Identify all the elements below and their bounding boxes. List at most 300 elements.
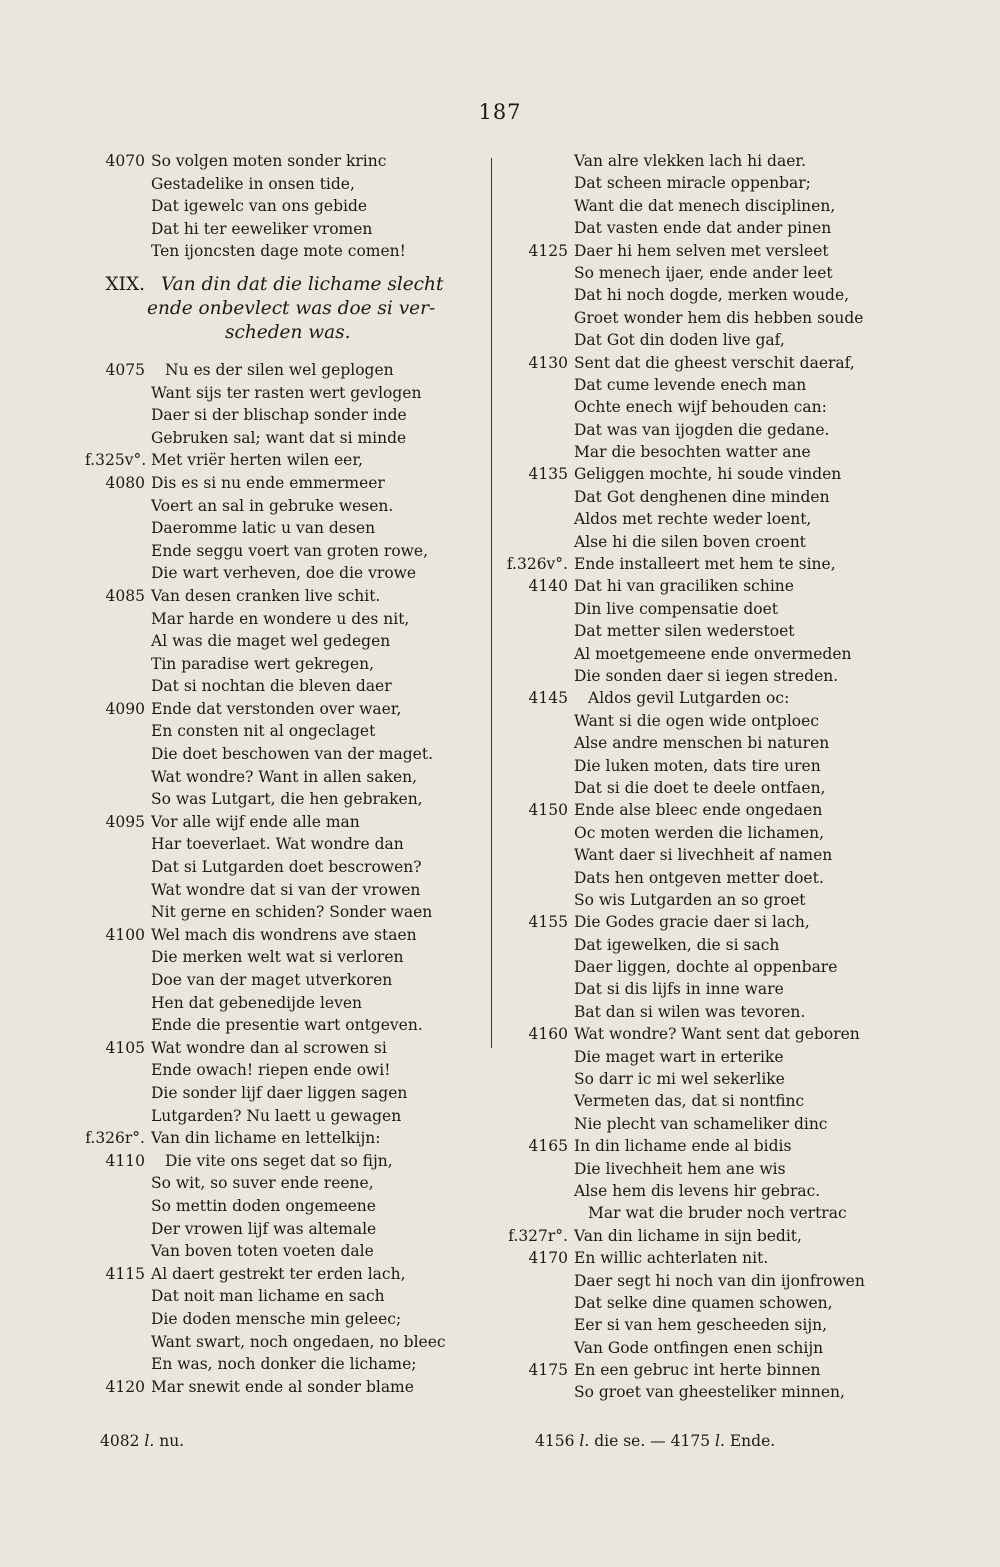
verse-line bbox=[85, 585, 485, 608]
line-text: Vor alle wijf ende alle man bbox=[151, 812, 360, 831]
line-number: 4130 bbox=[528, 353, 568, 372]
footnote-abbr: l. bbox=[579, 1432, 590, 1450]
line-text: Nu es der silen wel geplogen bbox=[165, 360, 394, 379]
verse-line bbox=[505, 911, 865, 933]
verse-line bbox=[505, 889, 865, 911]
line-number: 4150 bbox=[528, 801, 568, 820]
line-text: Want die dat menech disciplinen, bbox=[574, 196, 836, 215]
verse-line bbox=[85, 856, 485, 879]
line-text: Dat Got din doden live gaf, bbox=[574, 331, 785, 350]
verse-line bbox=[505, 1135, 865, 1157]
line-number bbox=[85, 1172, 151, 1195]
verse-line bbox=[505, 352, 865, 374]
line-number bbox=[505, 150, 574, 172]
verse-line bbox=[85, 1127, 485, 1150]
verse-line bbox=[85, 1082, 485, 1105]
line-text: So was Lutgart, die hen gebraken, bbox=[151, 790, 423, 809]
line-text: Ten ijoncsten dage mote comen! bbox=[151, 242, 406, 261]
verse-line bbox=[85, 359, 485, 382]
verse-line bbox=[505, 217, 865, 239]
line-text: Eer si van hem gescheeden sijn, bbox=[574, 1316, 828, 1335]
verse-line bbox=[505, 1270, 865, 1292]
verse-line bbox=[505, 1359, 865, 1381]
line-number bbox=[85, 901, 151, 924]
line-text: Die wart verheven, doe die vrowe bbox=[151, 564, 417, 583]
verse-line bbox=[85, 1037, 485, 1060]
line-number bbox=[505, 419, 574, 441]
line-number bbox=[85, 833, 151, 856]
verse-line bbox=[505, 1202, 865, 1224]
verse-line bbox=[505, 284, 865, 306]
verse-line bbox=[85, 698, 485, 721]
line-text: Die vite ons seget dat so fijn, bbox=[165, 1151, 393, 1170]
line-number bbox=[85, 788, 151, 811]
line-number: 4135 bbox=[528, 465, 568, 484]
verse-line bbox=[85, 1059, 485, 1082]
line-number bbox=[505, 508, 574, 530]
line-text: Van din lichame en lettelkijn: bbox=[151, 1129, 381, 1148]
line-text: Die merken welt wat si verloren bbox=[151, 948, 404, 967]
verse-line bbox=[85, 1105, 485, 1128]
verse-line bbox=[85, 240, 485, 263]
line-text: Want daer si livechheit af namen bbox=[574, 846, 833, 865]
line-text: Daeromme latic u van desen bbox=[151, 519, 376, 538]
line-number bbox=[505, 1180, 574, 1202]
line-number bbox=[505, 889, 574, 911]
line-number bbox=[505, 172, 574, 194]
verse-line bbox=[505, 822, 865, 844]
line-number bbox=[85, 1285, 151, 1308]
line-number bbox=[505, 1314, 574, 1336]
line-text: Voert an sal in gebruke wesen. bbox=[151, 496, 394, 515]
line-text: Dat scheen miracle oppenbar; bbox=[574, 174, 811, 193]
section-title-line-1: Van din dat die lichame slecht bbox=[161, 273, 444, 295]
verse-lines bbox=[85, 359, 485, 1398]
line-number bbox=[85, 969, 151, 992]
line-text: Al was die maget wel gedegen bbox=[151, 632, 391, 651]
verse-line bbox=[85, 879, 485, 902]
line-text: Dat metter silen wederstoet bbox=[574, 622, 795, 641]
line-number bbox=[505, 1046, 574, 1068]
footnote-abbr: l. bbox=[715, 1432, 725, 1450]
verse-line bbox=[85, 540, 485, 563]
line-number bbox=[505, 777, 574, 799]
line-text: Dat igewelc van ons gebide bbox=[151, 197, 368, 216]
line-text: Dat si nochtan die bleven daer bbox=[151, 677, 392, 696]
verse-line bbox=[85, 1263, 485, 1286]
verse-line bbox=[505, 934, 865, 956]
line-text: Die sonden daer si iegen streden. bbox=[574, 666, 839, 685]
verse-line bbox=[505, 1023, 865, 1045]
footnote-left bbox=[100, 1432, 184, 1450]
line-number: f.325v°. bbox=[85, 451, 147, 470]
line-text: So darr ic mi wel sekerlike bbox=[574, 1070, 785, 1089]
verse-line bbox=[85, 901, 485, 924]
line-text: Daer segt hi noch van din ijonfrowen bbox=[574, 1271, 865, 1290]
verse-line bbox=[85, 720, 485, 743]
line-number bbox=[85, 540, 151, 563]
verse-line bbox=[505, 172, 865, 194]
line-text: Ende dat verstonden over waer, bbox=[151, 699, 402, 718]
line-text: Aldos met rechte weder loent, bbox=[574, 510, 812, 529]
line-number: 4085 bbox=[105, 586, 145, 605]
line-number: 4080 bbox=[105, 473, 145, 492]
line-number: f.326r°. bbox=[85, 1129, 145, 1148]
line-number: 4095 bbox=[105, 812, 145, 831]
line-text: Die doden mensche min geleec; bbox=[151, 1309, 402, 1328]
verse-line bbox=[505, 710, 865, 732]
verse-line bbox=[505, 1158, 865, 1180]
line-text: Daer si der blischap sonder inde bbox=[151, 406, 407, 425]
line-number: 4070 bbox=[105, 152, 145, 170]
verse-line bbox=[505, 486, 865, 508]
line-text: Mar die besochten watter ane bbox=[574, 443, 811, 462]
line-number: 4120 bbox=[105, 1377, 145, 1396]
verse-line bbox=[505, 598, 865, 620]
verse-line bbox=[505, 553, 865, 575]
section-heading bbox=[85, 273, 485, 345]
footnote-number: 4175 bbox=[670, 1432, 711, 1450]
line-number: 4160 bbox=[528, 1025, 568, 1044]
line-text: Van alre vlekken lach hi daer. bbox=[574, 152, 807, 170]
line-text: In din lichame ende al bidis bbox=[574, 1137, 792, 1156]
line-number bbox=[505, 284, 574, 306]
verse-line bbox=[85, 404, 485, 427]
line-number: 4145 bbox=[528, 689, 568, 708]
line-text: Dat was van ijogden die gedane. bbox=[574, 420, 830, 439]
line-number bbox=[505, 620, 574, 642]
line-text: Oc moten werden die lichamen, bbox=[574, 823, 825, 842]
verse-line bbox=[85, 946, 485, 969]
line-number bbox=[505, 1001, 574, 1023]
line-text: So mettin doden ongemeene bbox=[151, 1196, 376, 1215]
line-number bbox=[85, 1195, 151, 1218]
line-text: Wat wondre dat si van der vrowen bbox=[151, 880, 421, 899]
verse-line bbox=[85, 811, 485, 834]
verse-line bbox=[85, 608, 485, 631]
line-text: Die luken moten, dats tire uren bbox=[574, 756, 821, 775]
verse-line bbox=[85, 924, 485, 947]
line-text: Lutgarden? Nu laett u gewagen bbox=[151, 1106, 402, 1125]
line-text: So menech ijaer, ende ander leet bbox=[574, 263, 833, 282]
footnote-number: 4082 bbox=[100, 1432, 140, 1450]
verse-line bbox=[505, 1292, 865, 1314]
verse-line bbox=[505, 1113, 865, 1135]
line-text: En willic achterlaten nit. bbox=[574, 1249, 769, 1268]
line-text: Der vrowen lijf was altemale bbox=[151, 1219, 377, 1238]
line-number bbox=[505, 1202, 574, 1224]
line-text: Wat wondre dan al scrowen si bbox=[151, 1038, 387, 1057]
verse-line bbox=[505, 575, 865, 597]
line-text: Ende installeert met hem te sine, bbox=[574, 555, 836, 574]
line-text: Want sijs ter rasten wert gevlogen bbox=[151, 383, 422, 402]
line-text: Hen dat gebenedijde leven bbox=[151, 993, 363, 1012]
verse-line bbox=[85, 195, 485, 218]
line-text: So wis Lutgarden an so groet bbox=[574, 890, 806, 909]
verse-line bbox=[85, 517, 485, 540]
verse-line bbox=[85, 1376, 485, 1399]
line-text: Alse andre menschen bi naturen bbox=[574, 734, 830, 753]
footnote-text: nu. bbox=[159, 1432, 185, 1450]
line-number bbox=[505, 598, 574, 620]
line-number bbox=[505, 643, 574, 665]
line-number: 4125 bbox=[528, 241, 568, 260]
line-number bbox=[85, 1218, 151, 1241]
line-number bbox=[505, 1270, 574, 1292]
verse-line bbox=[505, 441, 865, 463]
verse-line bbox=[85, 1014, 485, 1037]
line-number: 4175 bbox=[528, 1361, 568, 1380]
line-number bbox=[505, 531, 574, 553]
line-text: En een gebruc int herte binnen bbox=[574, 1361, 821, 1380]
verse-line bbox=[85, 562, 485, 585]
verse-line bbox=[85, 173, 485, 196]
verse-line bbox=[505, 1090, 865, 1112]
line-number bbox=[505, 374, 574, 396]
line-text: So groet van gheesteliker minnen, bbox=[574, 1383, 845, 1402]
line-number bbox=[85, 1014, 151, 1037]
line-number bbox=[505, 1381, 574, 1403]
verse-line bbox=[505, 531, 865, 553]
line-text: Dat Got denghenen dine minden bbox=[574, 487, 830, 506]
line-text: Dat igewelken, die si sach bbox=[574, 935, 780, 954]
line-text: Al moetgemeene ende onvermeden bbox=[574, 644, 852, 663]
line-text: Sent dat die gheest verschit daeraf, bbox=[574, 353, 855, 372]
line-text: Ende owach! riepen ende owi! bbox=[151, 1061, 391, 1080]
page-number: 187 bbox=[478, 100, 522, 124]
footnote-text: Ende. bbox=[729, 1432, 776, 1450]
verse-line bbox=[85, 218, 485, 241]
line-number bbox=[85, 195, 151, 218]
line-number bbox=[85, 1353, 151, 1376]
line-text: Vermeten das, dat si nontfinc bbox=[574, 1092, 805, 1111]
verse-line bbox=[85, 1353, 485, 1376]
verse-line bbox=[505, 307, 865, 329]
line-text: So wit, so suver ende reene, bbox=[151, 1174, 374, 1193]
line-text: Al daert gestrekt ter erden lach, bbox=[151, 1264, 406, 1283]
line-text: Dat hi ter eeweliker vromen bbox=[151, 219, 373, 238]
verse-line bbox=[85, 1195, 485, 1218]
line-text: Van boven toten voeten dale bbox=[151, 1242, 374, 1261]
line-number bbox=[505, 710, 574, 732]
footnote-right bbox=[535, 1432, 775, 1450]
line-number bbox=[505, 956, 574, 978]
line-number bbox=[85, 427, 151, 450]
verse-line bbox=[85, 1308, 485, 1331]
line-text: Gebruken sal; want dat si minde bbox=[151, 428, 407, 447]
line-text: Ende seggu voert van groten rowe, bbox=[151, 541, 429, 560]
line-number bbox=[505, 217, 574, 239]
verse-line bbox=[85, 766, 485, 789]
verse-line bbox=[505, 956, 865, 978]
line-number bbox=[505, 486, 574, 508]
line-text: Want swart, noch ongedaen, no bleec bbox=[151, 1332, 446, 1351]
verse-line bbox=[505, 329, 865, 351]
line-text: Ende die presentie wart ontgeven. bbox=[151, 1016, 423, 1035]
verse-line bbox=[505, 1180, 865, 1202]
line-number bbox=[505, 934, 574, 956]
line-number bbox=[85, 946, 151, 969]
verse-line bbox=[85, 969, 485, 992]
line-number bbox=[85, 1082, 151, 1105]
line-text: Dat vasten ende dat ander pinen bbox=[574, 219, 832, 238]
line-number: 4110 bbox=[105, 1151, 145, 1170]
line-text: Wat wondre? Want sent dat geboren bbox=[574, 1025, 860, 1044]
line-number bbox=[505, 441, 574, 463]
verse-line bbox=[85, 495, 485, 518]
line-number bbox=[505, 978, 574, 1000]
line-number bbox=[505, 844, 574, 866]
left-column bbox=[85, 150, 485, 1398]
line-text: Daer liggen, dochte al oppenbare bbox=[574, 958, 838, 977]
line-number bbox=[505, 329, 574, 351]
line-number bbox=[85, 630, 151, 653]
line-number bbox=[505, 307, 574, 329]
verse-line bbox=[85, 382, 485, 405]
line-text: Dat selke dine quamen schowen, bbox=[574, 1293, 833, 1312]
section-title-line-3: scheden was. bbox=[225, 321, 351, 343]
line-number: 4100 bbox=[105, 925, 145, 944]
line-number bbox=[85, 173, 151, 196]
verse-line bbox=[85, 992, 485, 1015]
line-text: Van desen cranken live schit. bbox=[151, 586, 381, 605]
line-text: Nit gerne en schiden? Sonder waen bbox=[151, 903, 433, 922]
verse-line bbox=[85, 743, 485, 766]
line-number bbox=[85, 653, 151, 676]
line-number bbox=[85, 562, 151, 585]
footnote-abbr: l. bbox=[144, 1432, 155, 1450]
line-text: Ochte enech wijf behouden can: bbox=[574, 398, 827, 417]
verse-line bbox=[505, 195, 865, 217]
column-divider bbox=[491, 158, 492, 1048]
verse-line bbox=[505, 1381, 865, 1403]
line-number bbox=[505, 1292, 574, 1314]
right-column bbox=[505, 150, 865, 1404]
line-text: Geliggen mochte, hi soude vinden bbox=[574, 465, 842, 484]
line-text: Aldos gevil Lutgarden oc: bbox=[588, 689, 790, 708]
line-text: Wat wondre? Want in allen saken, bbox=[151, 767, 418, 786]
line-text: Daer hi hem selven met versleet bbox=[574, 241, 829, 260]
verse-line bbox=[505, 620, 865, 642]
line-text: Din live compensatie doet bbox=[574, 599, 778, 618]
line-number bbox=[85, 720, 151, 743]
line-number bbox=[85, 675, 151, 698]
verse-line bbox=[85, 472, 485, 495]
line-text: Mar snewit ende al sonder blame bbox=[151, 1377, 414, 1396]
line-text: Die livechheit hem ane wis bbox=[574, 1159, 786, 1178]
verse-line bbox=[85, 1331, 485, 1354]
line-text: Mar harde en wondere u des nit, bbox=[151, 609, 410, 628]
line-number bbox=[505, 396, 574, 418]
line-number bbox=[505, 665, 574, 687]
line-number: 4155 bbox=[528, 913, 568, 932]
verse-line bbox=[505, 508, 865, 530]
verse-line bbox=[505, 978, 865, 1000]
verse-line bbox=[85, 1150, 485, 1173]
verse-line bbox=[85, 1218, 485, 1241]
verse-line bbox=[85, 1172, 485, 1195]
verse-line bbox=[85, 1285, 485, 1308]
line-text: Met vriër herten wilen eer, bbox=[151, 451, 363, 470]
verse-line bbox=[505, 1337, 865, 1359]
line-number: f.326v°. bbox=[506, 555, 568, 574]
line-text: Van Gode ontfingen enen schijn bbox=[574, 1338, 824, 1357]
line-text: Dat noit man lichame en sach bbox=[151, 1287, 385, 1306]
verse-line bbox=[505, 687, 865, 709]
line-number bbox=[505, 262, 574, 284]
line-text: Gestadelike in onsen tide, bbox=[151, 174, 355, 193]
line-number bbox=[85, 992, 151, 1015]
verse-line bbox=[505, 1046, 865, 1068]
footnote-number: 4156 bbox=[535, 1432, 575, 1450]
verse-line bbox=[85, 788, 485, 811]
verse-line bbox=[505, 150, 865, 172]
line-number bbox=[85, 1105, 151, 1128]
line-text: Wel mach dis wondrens ave staen bbox=[151, 925, 417, 944]
verse-line bbox=[505, 419, 865, 441]
verse-line bbox=[85, 427, 485, 450]
line-text: Alse hem dis levens hir gebrac. bbox=[574, 1181, 821, 1200]
verse-line bbox=[505, 240, 865, 262]
line-number bbox=[505, 732, 574, 754]
verse-lines bbox=[505, 150, 865, 1404]
line-text: Van din lichame in sijn bedit, bbox=[574, 1226, 802, 1245]
line-text: En was, noch donker die lichame; bbox=[151, 1355, 417, 1374]
verse-line bbox=[85, 449, 485, 472]
verse-line bbox=[505, 732, 865, 754]
line-number: 4140 bbox=[528, 577, 568, 596]
verse-line bbox=[505, 262, 865, 284]
line-text: Alse hi die silen boven croent bbox=[574, 532, 806, 551]
line-number bbox=[85, 1240, 151, 1263]
line-text: Dat hi van graciliken schine bbox=[574, 577, 794, 596]
line-number: 4115 bbox=[105, 1264, 145, 1283]
line-number bbox=[85, 743, 151, 766]
line-number bbox=[505, 1090, 574, 1112]
verse-line bbox=[505, 374, 865, 396]
verse-line bbox=[505, 396, 865, 418]
verse-line bbox=[505, 463, 865, 485]
intro-lines bbox=[85, 150, 485, 263]
verse-line bbox=[85, 675, 485, 698]
line-text: Groet wonder hem dis hebben soude bbox=[574, 308, 864, 327]
line-number: 4075 bbox=[105, 360, 145, 379]
line-number bbox=[85, 517, 151, 540]
line-number bbox=[85, 608, 151, 631]
line-number bbox=[85, 1331, 151, 1354]
line-text: Har toeverlaet. Wat wondre dan bbox=[151, 835, 404, 854]
line-text: Nie plecht van schameliker dinc bbox=[574, 1114, 828, 1133]
section-number: XIX. bbox=[105, 273, 145, 295]
verse-line bbox=[505, 755, 865, 777]
line-number: 4165 bbox=[528, 1137, 568, 1156]
verse-line bbox=[505, 777, 865, 799]
verse-line bbox=[505, 643, 865, 665]
line-text: Want si die ogen wide ontploec bbox=[574, 711, 819, 730]
line-number bbox=[85, 404, 151, 427]
verse-line bbox=[85, 653, 485, 676]
verse-line bbox=[85, 150, 485, 173]
verse-line bbox=[505, 844, 865, 866]
line-text: Bat dan si wilen was tevoren. bbox=[574, 1002, 806, 1021]
line-number bbox=[85, 218, 151, 241]
line-text: Ende alse bleec ende ongedaen bbox=[574, 801, 823, 820]
line-text: Die Godes gracie daer si lach, bbox=[574, 913, 810, 932]
line-number bbox=[505, 195, 574, 217]
verse-line bbox=[505, 1247, 865, 1269]
line-number: 4090 bbox=[105, 699, 145, 718]
line-number bbox=[505, 1113, 574, 1135]
